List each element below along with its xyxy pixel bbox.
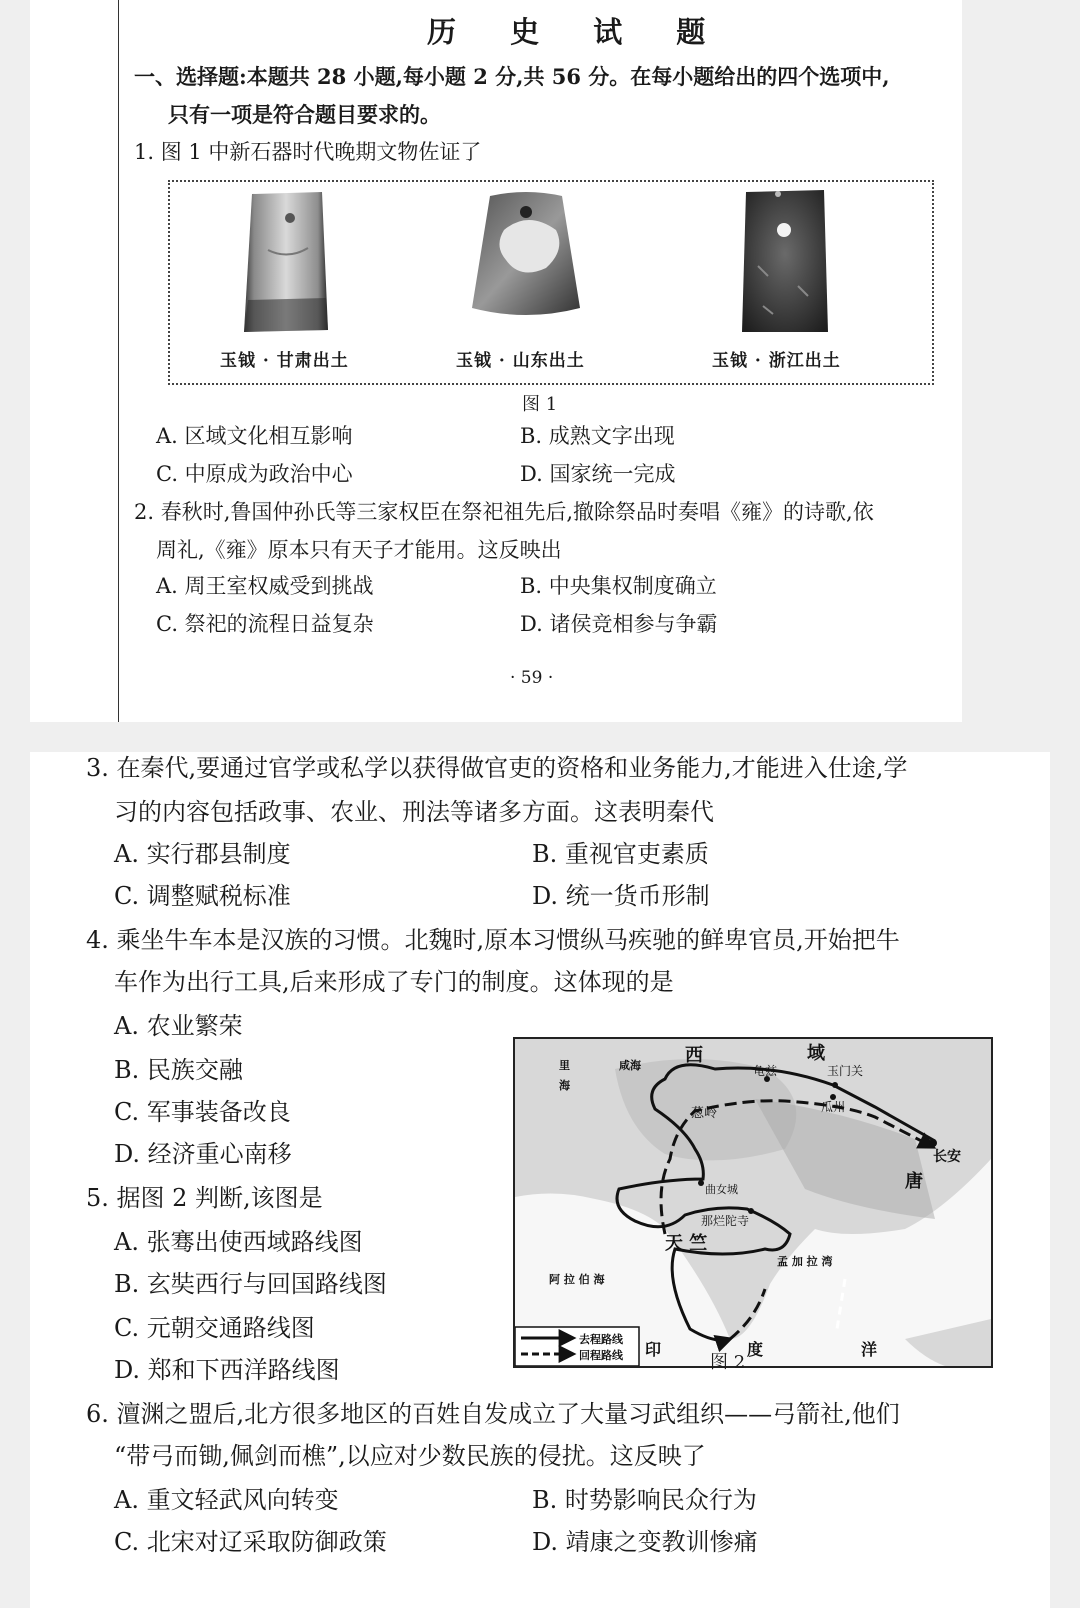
map-label-bengal-bay: 孟 加 拉 湾 <box>777 1255 833 1268</box>
q6-option-b[interactable]: B. 时势影响民众行为 <box>532 1486 757 1514</box>
q4-option-c[interactable]: C. 军事装备改良 <box>114 1098 291 1126</box>
map-label-xianhai: 咸海 <box>619 1059 641 1072</box>
q4-option-d[interactable]: D. 经济重心南移 <box>114 1140 292 1168</box>
map-label-indian-ocean-3: 洋 <box>861 1340 878 1359</box>
figure-1-box <box>168 180 934 385</box>
q1-option-c[interactable]: C. 中原成为政治中心 <box>156 462 353 486</box>
map-label-nalantuo: 那烂陀寺 <box>701 1214 750 1228</box>
q1-option-d[interactable]: D. 国家统一完成 <box>520 462 676 486</box>
jade-axe-zhejiang-image <box>738 186 832 336</box>
map-label-lihai-1: 里 <box>559 1059 570 1072</box>
map-label-lihai-2: 海 <box>559 1079 570 1092</box>
q4-option-a[interactable]: A. 农业繁荣 <box>114 1012 243 1040</box>
q5-option-d[interactable]: D. 郑和下西洋路线图 <box>114 1356 340 1384</box>
q1-option-b[interactable]: B. 成熟文字出现 <box>520 424 675 448</box>
q5-option-a[interactable]: A. 张骞出使西域路线图 <box>114 1228 363 1256</box>
map-label-indian-ocean-1: 印 <box>645 1340 662 1359</box>
q3-option-c[interactable]: C. 调整赋税标准 <box>114 882 291 910</box>
q2-option-c[interactable]: C. 祭祀的流程日益复杂 <box>156 612 374 636</box>
jade-axe-gansu-image <box>238 190 334 335</box>
q4-stem-line1: 4. 乘坐牛车本是汉族的习惯。北魏时,原本习惯纵马疾驰的鲜卑官员,开始把牛 <box>86 926 900 954</box>
q5-stem: 5. 据图 2 判断,该图是 <box>86 1184 323 1212</box>
q2-option-a[interactable]: A. 周王室权威受到挑战 <box>156 574 374 598</box>
artifact-caption-gansu: 玉钺 · 甘肃出土 <box>220 351 349 371</box>
legend-label-go: 去程路线 <box>579 1333 623 1346</box>
artifact-caption-zhejiang: 玉钺 · 浙江出土 <box>712 351 841 371</box>
page-title: 历 史 试 题 <box>427 15 728 49</box>
map-label-qunucheng: 曲女城 <box>705 1183 738 1196</box>
q2-option-b[interactable]: B. 中央集权制度确立 <box>520 574 717 598</box>
q3-option-d[interactable]: D. 统一货币形制 <box>532 882 710 910</box>
map-label-yumenguan: 玉门关 <box>827 1064 864 1078</box>
map-label-xiyu-2: 域 <box>807 1043 825 1064</box>
q1-option-a[interactable]: A. 区域文化相互影响 <box>156 424 353 448</box>
q6-option-d[interactable]: D. 靖康之变教训惨痛 <box>532 1528 758 1556</box>
q5-option-c[interactable]: C. 元朝交通路线图 <box>114 1314 315 1342</box>
page-number: · 59 · <box>510 668 554 688</box>
artifact-caption-shandong: 玉钺 · 山东出土 <box>456 351 585 371</box>
q3-option-b[interactable]: B. 重视官吏素质 <box>532 840 709 868</box>
q6-stem-line1: 6. 澶渊之盟后,北方很多地区的百姓自发成立了大量习武组织——弓箭社,他们 <box>86 1400 900 1428</box>
map-label-tianzhu: 天 竺 <box>665 1233 708 1254</box>
q3-stem-line1: 3. 在秦代,要通过官学或私学以获得做官吏的资格和业务能力,才能进入仕途,学 <box>86 754 908 782</box>
section-heading-line1: 一、选择题:本题共 28 小题,每小题 2 分,共 56 分。在每小题给出的四个选项中, <box>134 64 890 89</box>
map-label-guazhou: 瓜州 <box>821 1100 846 1114</box>
map-label-arabian-sea: 阿 拉 伯 海 <box>549 1273 605 1286</box>
map-label-changan: 长安 <box>933 1149 961 1165</box>
map-label-congling: 葱岭 <box>691 1106 718 1121</box>
q4-option-b[interactable]: B. 民族交融 <box>114 1056 243 1084</box>
figure-2-map <box>513 1037 993 1368</box>
figure-1-label: 图 1 <box>522 394 558 415</box>
map-label-xiyu-1: 西 <box>685 1045 703 1066</box>
map-label-tang: 唐 <box>905 1171 923 1192</box>
q2-option-d[interactable]: D. 诸侯竞相参与争霸 <box>520 612 718 636</box>
q1-stem: 1. 图 1 中新石器时代晚期文物佐证了 <box>134 140 482 164</box>
legend-label-return: 回程路线 <box>579 1349 623 1362</box>
q3-stem-line2: 习的内容包括政事、农业、刑法等诸多方面。这表明秦代 <box>114 798 714 826</box>
q6-option-c[interactable]: C. 北宋对辽采取防御政策 <box>114 1528 387 1556</box>
q2-stem-line2: 周礼,《雍》原本只有天子才能用。这反映出 <box>156 538 562 562</box>
q3-option-a[interactable]: A. 实行郡县制度 <box>114 840 291 868</box>
q2-stem-line1: 2. 春秋时,鲁国仲孙氏等三家权臣在祭祀祖先后,撤除祭品时奏唱《雍》的诗歌,依 <box>134 500 874 524</box>
q5-option-b[interactable]: B. 玄奘西行与回国路线图 <box>114 1270 387 1298</box>
q6-stem-line2: “带弓而锄,佩剑而樵”,以应对少数民族的侵扰。这反映了 <box>114 1442 706 1470</box>
jade-axe-shandong-image <box>466 190 586 320</box>
q6-option-a[interactable]: A. 重文轻武风向转变 <box>114 1486 339 1514</box>
q4-stem-line2: 车作为出行工具,后来形成了专门的制度。这体现的是 <box>114 968 674 996</box>
figure-2-label: 图 2 <box>710 1352 746 1373</box>
binding-margin-line <box>118 0 119 722</box>
map-label-indian-ocean-2: 度 <box>747 1340 764 1359</box>
exam-page-59 <box>30 0 962 722</box>
exam-page-next <box>30 752 1050 1608</box>
section-heading-line2: 只有一项是符合题目要求的。 <box>168 102 441 127</box>
map-label-qiuci: 龟兹 <box>753 1064 778 1078</box>
